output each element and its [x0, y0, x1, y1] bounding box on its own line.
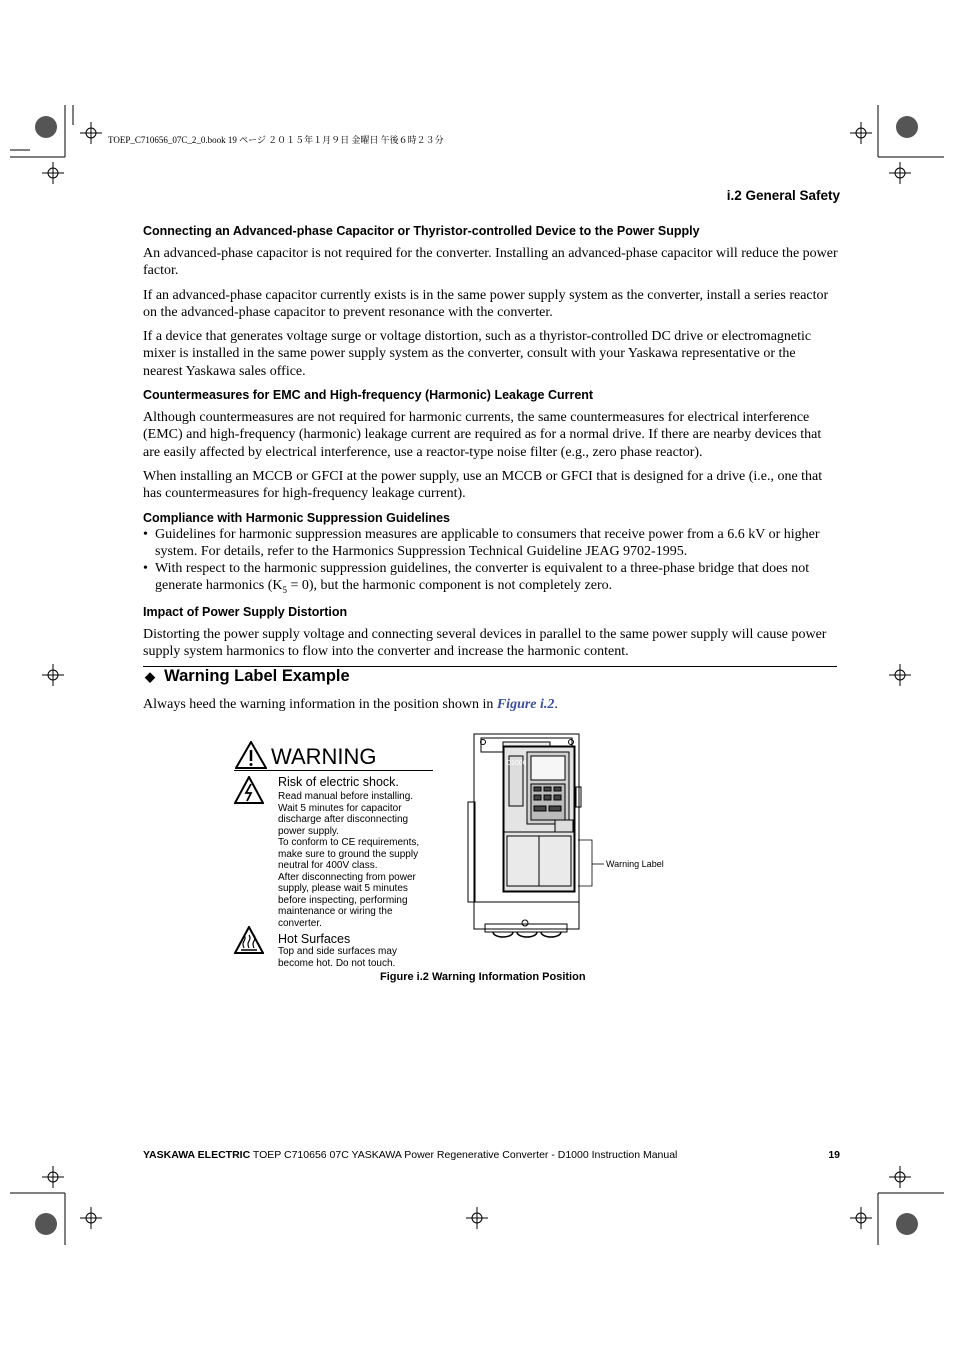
running-header: i.2 General Safety [726, 188, 840, 203]
shock-title: Risk of electric shock. [278, 775, 399, 789]
hot-text: Top and side surfaces may become hot. Do not touch. [278, 946, 397, 969]
page-number: 19 [828, 1149, 840, 1161]
paragraph: An advanced-phase capacitor is not required for the converter. Installing an advanced-phase capacitor will reduce the power factor. [143, 246, 838, 279]
electric-shock-icon [234, 776, 264, 804]
heading-distortion: Impact of Power Supply Distortion [143, 604, 348, 619]
section-title: ◆ Warning Label Example [145, 667, 350, 685]
section-intro: Always heed the warning information in the position shown in Figure i.2. [143, 697, 558, 712]
book-info: TOEP_C710656_07C_2_0.book 19 ページ ２０１５年１月９日 金曜日 午後６時２３分 [108, 135, 444, 145]
bullet-mark: • [143, 526, 148, 542]
footer-brand: YASKAWA ELECTRIC [143, 1149, 251, 1161]
paragraph: Although countermeasures are not required for harmonic currents, the same countermeasures for electrical interference (EMC) and high-frequency (harmonic) leakage current are required as for a normal drive. If there are nearby devices that are easily affected by electrical interference, use a reactor-type noise filter (e.g., zero phase reactor). [143, 410, 822, 460]
heading-emc: Countermeasures for EMC and High-frequency (Harmonic) Leakage Current [143, 388, 594, 403]
paragraph: When installing an MCCB or GFCI at the power supply, use an MCCB or GFCI that is designed for a drive (i.e., one that has countermeasures for high-frequency leakage current). [143, 468, 823, 502]
figure-caption: Figure i.2 Warning Information Position [380, 971, 586, 983]
paragraph: If an advanced-phase capacitor currently exists is in the same power supply system as the converter, install a series reactor on the advanced-phase capacitor to prevent resonance with the converter. [143, 287, 829, 320]
hot-title: Hot Surfaces [278, 932, 351, 946]
list-item: • Guidelines for harmonic suppression measures are applicable to consumers that receive power from a 6.6 kV or higher system. For details, refer to the Harmonics Suppression Technical Guideline JEAG 9702-1995. [143, 526, 820, 559]
footer-doc: TOEP C710656 07C YASKAWA Power Regenerative Converter - D1000 Instruction Manual [250, 1149, 678, 1161]
figure-link[interactable]: Figure i.2 [496, 697, 555, 712]
bullet-list [143, 526, 838, 600]
callout-label: Warning Label [606, 859, 664, 869]
list-item: • With respect to the harmonic suppression guidelines, the converter is equivalent to a three-phase bridge that does not generate harmonics $(K_5 = 0)$, but the harmonic component is not completely zero. [143, 561, 810, 596]
warning-title: WARNING [271, 744, 377, 769]
paragraph: If a device that generates voltage surge or voltage distortion, such as a thyristor-controlled DC drive or electromagnetic mixer is installed in the same power supply system as the converter, consult with your Yaskawa representative or the nearest Yaskawa sales office. [143, 329, 812, 379]
converter-drawing [465, 732, 585, 938]
heading-harmonic: Compliance with Harmonic Suppression Guidelines [143, 510, 451, 525]
bullet-mark: • [143, 561, 148, 577]
callout-line [578, 838, 606, 890]
hot-surface-icon [234, 926, 264, 954]
body-text [143, 223, 838, 667]
heading-capacitor: Connecting an Advanced-phase Capacitor or Thyristor-controlled Device to the Power Supply [143, 224, 700, 238]
shock-text: Read manual before installing. Wait 5 minutes for capacitor discharge after disconnecting power supply. To conform to CE requirements, make sure to ground the supply neutral for 400V class. After disconnecting from power supply, please wait 5 minutes before inspecting, performing maintenance or wiring the converter. [278, 791, 420, 929]
warning-rule [234, 770, 433, 771]
paragraph: Distorting the power supply voltage and connecting several devices in parallel to the same power supply will cause power supply system harmonics to flow into the converter and increase the harmonic content. [143, 626, 827, 659]
diamond-icon: ◆ [145, 669, 155, 684]
warning-triangle-icon [235, 741, 267, 769]
model-label: D1000 [506, 760, 527, 767]
footer [143, 1149, 677, 1161]
